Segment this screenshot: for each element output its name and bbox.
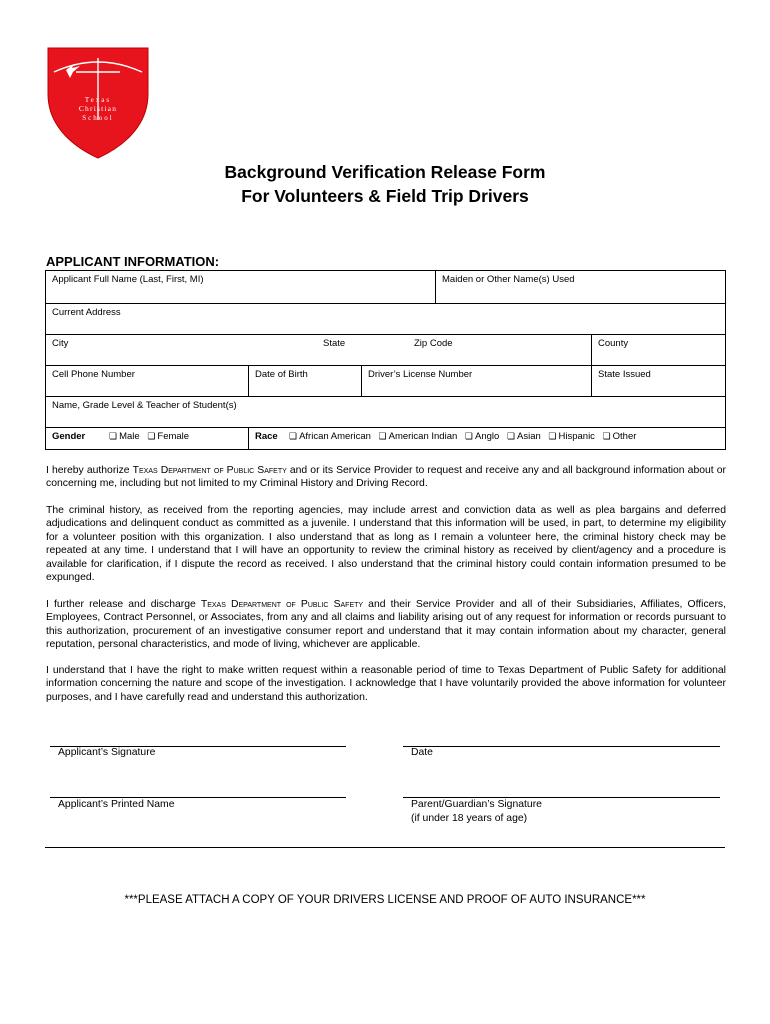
gender-option-female[interactable]: ❏ Female: [147, 431, 190, 442]
agency-name: Texas Department of Public Safety: [132, 465, 287, 476]
release-paragraph: I further release and discharge Texas Department of Public Safety and their Service Provider and all of their Subsidiaries, Affiliates, Officers, Employees, Contract Personnel, or Associates, from any and all claims and liability arising out of any request for information or records pursuant to this authorization, procurement of an investigative consumer report and understand that it may contain information about my character, general reputation, personal characteristics, and mode of living, whichever are applicable.: [46, 599, 727, 651]
checkbox-icon: ❏: [378, 432, 387, 442]
agency-name: Texas Department of Public Safety: [200, 599, 364, 610]
race-option-hispanic[interactable]: ❏ Hispanic: [548, 431, 595, 442]
race-label: Race: [255, 431, 278, 442]
race-option-anglo[interactable]: ❏ Anglo: [464, 431, 500, 442]
gender-race-row: [46, 427, 725, 449]
attachment-notice: ***PLEASE ATTACH A COPY OF YOUR DRIVERS LICENSE AND PROOF OF AUTO INSURANCE***: [124, 894, 646, 906]
criminal-history-paragraph: The criminal history, as received from the reporting agencies, may include arrest and conviction data as well as plea bargains and deferred adjudications and delinquent conduct as committed as a juvenile. I understand that this information will be used, in part, to determine my eligibility for a volunteer position with this organization. I also understand that as long as I remain a volunteer here, the criminal history check may be repeated at any time. I understand that I will have an opportunity to review the criminal history as received by client/agency and a procedure is available for clarification, if I dispute the record as received. I also understand that the criminal history could contain information presumed to be expunged.: [46, 505, 726, 584]
school-logo: [46, 46, 150, 160]
dob-field[interactable]: Date of Birth: [248, 366, 361, 396]
rights-paragraph: I understand that I have the right to make written request within a reasonable period of time to Texas Department of Public Safety for additional information concerning the nature and scope of the investigation. I acknowledge that I have voluntarily provided the above information for volunteer purposes, and I have carefully read and understand this authorization.: [46, 665, 726, 703]
checkbox-icon: ❏: [109, 432, 118, 442]
students-field[interactable]: Name, Grade Level & Teacher of Student(s): [52, 400, 237, 411]
guardian-note: (if under 18 years of age): [411, 813, 528, 824]
applicant-signature-label: Applicant’s Signature: [58, 747, 156, 758]
students-row: [46, 396, 725, 427]
race-option-american-indian[interactable]: ❏ American Indian: [378, 431, 458, 442]
form-subtitle: For Volunteers & Field Trip Drivers: [241, 186, 529, 206]
gender-options: [109, 431, 194, 442]
full-name-field[interactable]: Applicant Full Name (Last, First, MI): [52, 274, 204, 285]
logo-text-line1: Texas: [84, 96, 112, 104]
logo-text-line3: School: [82, 114, 114, 122]
checkbox-icon: ❏: [548, 432, 557, 442]
checkbox-icon: ❏: [464, 432, 473, 442]
race-options: [289, 431, 641, 442]
date-label: Date: [411, 747, 433, 758]
state-label: State: [323, 338, 346, 349]
city-label: City: [52, 338, 69, 349]
printed-name-label: Applicant’s Printed Name: [58, 799, 175, 810]
form-title: Background Verification Release Form: [224, 162, 546, 182]
date-line[interactable]: [403, 746, 720, 747]
checkbox-icon: ❏: [506, 432, 516, 442]
city-row: [46, 334, 725, 365]
checkbox-icon: ❏: [602, 432, 611, 442]
address-row: [46, 303, 725, 334]
gender-option-male[interactable]: ❏ Male: [109, 431, 140, 442]
authorization-paragraph: I hereby authorize Texas Department of Public Safety and or its Service Provider to request and receive any and all background information about or concerning me, including but not limited to my Criminal History and Driving Record.: [46, 465, 726, 490]
logo-text-line2: Christian: [78, 104, 118, 113]
county-field[interactable]: County: [591, 335, 725, 365]
gender-field: [46, 428, 248, 449]
race-option-african-american[interactable]: ❏ African American: [289, 431, 371, 442]
cell-phone-field[interactable]: Cell Phone Number: [52, 369, 135, 380]
city-state-zip-field[interactable]: [46, 335, 591, 365]
guardian-signature-label: Parent/Guardian’s Signature: [411, 799, 542, 810]
applicant-info-heading: APPLICANT INFORMATION:: [46, 254, 220, 269]
current-address-field[interactable]: Current Address: [52, 307, 121, 318]
state-issued-field[interactable]: State Issued: [591, 366, 725, 396]
maiden-name-field[interactable]: Maiden or Other Name(s) Used: [435, 271, 725, 303]
dl-number-field[interactable]: Driver’s License Number: [361, 366, 591, 396]
gender-label: Gender: [52, 431, 86, 442]
checkbox-icon: ❏: [147, 432, 156, 442]
race-option-other[interactable]: ❏ Other: [602, 431, 637, 442]
section-divider: [45, 847, 725, 848]
name-row: [46, 271, 725, 303]
phone-row: [46, 365, 725, 396]
checkbox-icon: ❏: [289, 432, 298, 442]
race-field: [248, 428, 725, 449]
race-option-asian[interactable]: ❏ Asian: [506, 431, 541, 442]
applicant-info-table: [45, 270, 726, 450]
zip-label: Zip Code: [414, 338, 453, 349]
